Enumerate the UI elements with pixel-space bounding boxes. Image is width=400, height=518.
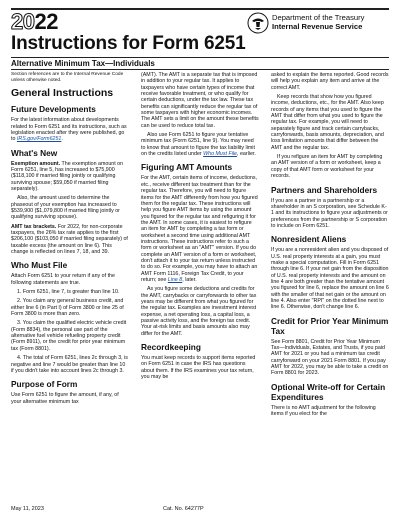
exemption-amount-paragraph: Exemption amount. The exemption amount on Form 6251, line 5, has increased to $75,900 ($118,100 if married filing jointly or qualifying surviving spouse; $59,050 if married filing separately). [11, 160, 124, 192]
line-8-link[interactable]: Line 8 [167, 276, 183, 283]
revision-date: May 11, 2023 [11, 506, 44, 512]
amt-brackets-paragraph: AMT tax brackets. For 2022, for non-corporate taxpayers, the 26% tax rate applies to the first $206,100 ($103,050 if married filing separately) of taxable excess (the amount on line 6). This change is reflected on lines 7, 18, and 39. [11, 223, 128, 256]
figuring-amt-paragraph: For the AMT, certain items of income, deductions, etc., receive different tax treatment than for the regular tax. Therefore, you will need to figure items for the AMT differently from how you figured them for the regular tax. These instructions will help you figure AMT items by using the amount you figured for the regular tax and refiguring it for the AMT. In some cases, it is easiest to refigure an item for AMT by completing a tax form or worksheet a second time using additional AMT instructions. These instructions refer to such a form or worksheet as an "AMT" version. If you do complete an AMT version of a form or worksheet, don't attach it to your tax return unless instructed to do so. For example, you may have to attach an AMT Form 1116, Foreign Tax Credit, to your return; see Line 8, later. [141, 175, 258, 283]
list-item: 1. Form 6251, line 7, is greater than line 10. [17, 289, 120, 296]
who-must-file-intro: Attach Form 6251 to your return if any of the following statements are true. [11, 273, 115, 286]
column-1 [11, 72, 129, 408]
subtitle-rule [11, 69, 389, 70]
keep-records-paragraph: Keep records that show how you figured income, deductions, etc., for the AMT. Also keep records of any items that you used to figure the AMT that differ from what you used to figure the regular tax. For example, you will need to separately figure and track certain carrybacks, carryforwards, basis amounts, depreciation, and loss limitation amounts that differ between the AMT and the regular tax. [271, 94, 384, 151]
credit-prior-year-heading: Credit for Prior Year Minimum Tax [271, 315, 389, 336]
page-title: Instructions for Form 6251 [11, 33, 246, 54]
figuring-amt-amounts-heading: Figuring AMT Amounts [141, 162, 233, 173]
tax-year [11, 11, 58, 33]
year-tail: 22 [34, 9, 58, 34]
carryforwards-paragraph: As you figure some deductions and credits for the AMT, carrybacks or carryforwards to other tax years may be different from what you figured for the regular tax. Examples are investment interest expense, a net operating loss, a capital loss, a passive activity loss, and the foreign tax credit. Your at-risk limits and basis amounts also may differ for the AMT. [141, 286, 257, 337]
phaseout-paragraph: Also, the amount used to determine the phaseout of your exemption has increased to $539,900 ($1,079,800 if married filing jointly or qualifying surviving spouse). [11, 195, 120, 221]
header-top-rule [11, 8, 389, 10]
partners-shareholders-heading: Partners and Shareholders [271, 184, 378, 195]
future-developments-text: For the latest information about developments related to Form 6251 and its instructions, such as legislation enacted after they were published, go to IRS.gov/Form6251. [11, 117, 127, 143]
form-subtitle: Alternative Minimum Tax—Individuals [11, 59, 155, 68]
nonresident-aliens-heading: Nonresident Aliens [271, 234, 347, 245]
list-item: 4. The total of Form 6251, lines 2c through 3, is negative and line 7 would be greater than line 10 if you didn't take into account lines 2c through 3. [11, 355, 128, 374]
title-rule [11, 57, 389, 58]
column-2 [141, 72, 259, 383]
purpose-of-form-heading: Purpose of Form [11, 379, 78, 390]
irs-form6251-link[interactable]: IRS.gov/Form6251 [16, 136, 62, 143]
optional-writeoff-paragraph: There is no AMT adjustment for the following items if you elect for the [271, 404, 376, 418]
tentative-minimum-tax-paragraph: Also use Form 6251 to figure your tentative minimum tax (Form 6251, line 9). You may need to know that amount to figure the tax liability limit on the credits listed under Who Must File, earlier. [141, 132, 256, 158]
list-item: 3. You claim the qualified electric vehicle credit (Form 8834), the personal use part of the alternative fuel vehicle refueling property credit (Form 8911), or the credit for prior year minimum tax (Form 8801). [11, 320, 127, 352]
treasury-eagle-seal-icon [247, 12, 269, 34]
column-3 [271, 72, 389, 420]
nonresident-paragraph: If you are a nonresident alien and you disposed of U.S. real property interests at a gain, you must make a special computation. Fill in Form 6251 through line 6. If your net gain from the disposition of U.S. real property interests and the amount on line 4 are both greater than the tentative amount you figured for line 6, replace the amount on line 6 with the smaller of that net gain or the amount on line 4. Also enter "RPI" on the dotted line next to line 6. Otherwise, don't change line 6. [271, 247, 389, 311]
purpose-of-form-text: Use Form 6251 to figure the amount, if any, of your alternative minimum tax [11, 392, 119, 405]
section-reference-note: Section references are to the Internal Revenue Code unless otherwise noted. [11, 72, 124, 83]
whats-new-heading: What's New [11, 147, 58, 158]
future-developments-heading: Future Developments [11, 104, 96, 115]
department-line: Department of the Treasury [272, 13, 365, 22]
optional-writeoff-heading: Optional Write-off for Certain Expenditures [271, 381, 386, 402]
list-item: 2. You claim any general business credit, and either line 6 (in Part I) of Form 3800 or line 25 of Form 3800 is more than zero. [11, 298, 124, 318]
who-must-file-heading: Who Must File [11, 260, 68, 271]
partners-paragraph: If you are a partner in a partnership or a shareholder in an S corporation, see Schedule K-1 and its instructions to figure your adjustments or preferences from the partnership or S corporation to include on Form 6251. [271, 197, 388, 229]
records-continued-paragraph: asked to explain the items reported. Good records will help you explain any item and arrive at the correct AMT. [271, 72, 389, 91]
general-instructions-heading: General Instructions [11, 87, 114, 100]
recordkeeping-heading: Recordkeeping [141, 342, 201, 353]
agency-line: Internal Revenue Service [272, 22, 363, 31]
recordkeeping-paragraph: You must keep records to support items reported on Form 6251 in case the IRS has questions about them. If the IRS examines your tax return, you may be [141, 355, 256, 381]
amt-description-paragraph: (AMT). The AMT is a separate tax that is imposed in addition to your regular tax. It applies to taxpayers who have certain types of income that receive favorable treatment, or who qualify for certain deductions, under the tax law. These tax benefits can significantly reduce the regular tax of some taxpayers with higher economic incomes. The AMT sets a limit on the amount these benefits can be used to reduce total tax. [141, 72, 259, 129]
year-lead: 20 [11, 9, 35, 34]
agency-block [272, 13, 364, 31]
who-must-file-link[interactable]: Who Must File [203, 151, 237, 158]
amt-version-paragraph: If you refigure an item for AMT by completing an AMT version of a form or worksheet, keep a copy of that AMT form or worksheet for your records. [271, 154, 383, 180]
catalog-number: Cat. No. 64277P [163, 506, 204, 512]
credit-prior-year-paragraph: See Form 8801, Credit for Prior Year Minimum Tax—Individuals, Estates, and Trusts, if you paid AMT for 2021 or you had a minimum tax credit carryforward on your 2021 Form 8801. If you pay AMT for 2022, you may be able to take a credit on Form 8801 for 2023. [271, 338, 389, 377]
